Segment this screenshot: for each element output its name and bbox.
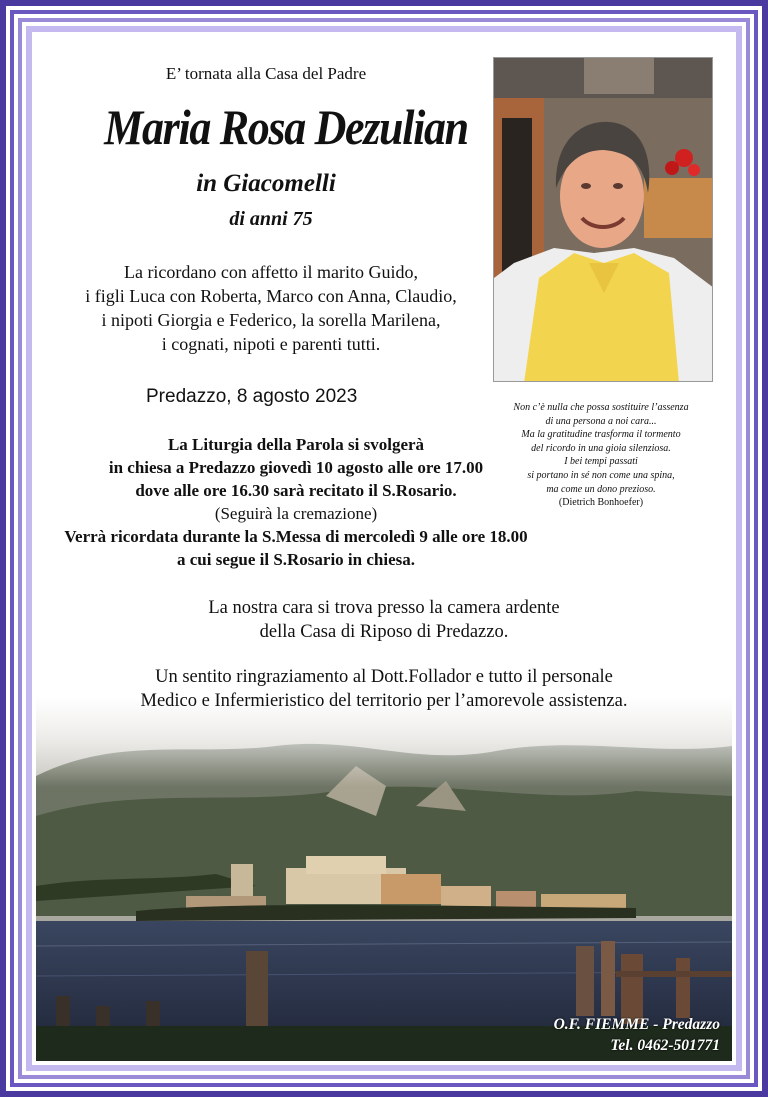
intro-line: E’ tornata alla Casa del Padre: [165, 64, 367, 83]
ceremony-line: dove alle ore 16.30 sarà recitato il S.Rosario.: [135, 481, 457, 500]
lake-landscape-image: [36, 696, 732, 1061]
family-line: i nipoti Giorgia e Federico, la sorella Marilena,: [101, 310, 441, 330]
funeral-home-info: [554, 1014, 720, 1056]
ceremony-line: in chiesa a Predazzo giovedì 10 agosto alle ore 17.00: [108, 458, 484, 477]
thanks-text: [36, 665, 732, 713]
ceremony-line: Verrà ricordata durante la S.Messa di mercoledì 9 alle ore 18.00: [64, 527, 528, 546]
portrait-image: [494, 58, 713, 382]
ceremony-line: a cui segue il S.Rosario in chiesa.: [176, 550, 415, 569]
family-line: i cognati, nipoti e parenti tutti.: [161, 334, 381, 354]
deceased-name: Maria Rosa Dezulian: [104, 99, 468, 155]
quote-author: (Dietrich Bonhoefer): [558, 497, 644, 509]
age-line: di anni 75: [229, 208, 313, 230]
married-name: in Giacomelli: [196, 170, 336, 197]
quote-line: Non c’è nulla che possa sostituire l’assenza: [513, 402, 689, 413]
obituary-notice: [36, 36, 732, 1061]
memorial-quote: [481, 401, 721, 510]
ceremony-line: La Liturgia della Parola si svolgerà: [167, 435, 425, 454]
chapel-text: [36, 596, 732, 644]
quote-line: Ma la gratitudine trasforma il tormento: [521, 429, 681, 441]
funeral-home-phone: Tel. 0462-501771: [610, 1037, 720, 1054]
quote-line: ma come un dono prezioso.: [546, 483, 656, 495]
funeral-home-name: O.F. FIEMME - Predazzo: [553, 1016, 720, 1033]
quote-line: del ricordo in una gioia silenziosa.: [531, 442, 671, 454]
quote-line: si portano in sé non come una spina,: [527, 469, 675, 481]
chapel-line: della Casa di Riposo di Predazzo.: [259, 622, 509, 642]
quote-line: di una persona a noi cara...: [545, 415, 657, 427]
ceremony-text: [36, 433, 556, 571]
family-text: [36, 260, 506, 356]
quote-line: I bei tempi passati: [564, 456, 638, 468]
portrait-photo: [493, 57, 713, 382]
thanks-line: Un sentito ringraziamento al Dott.Follador e tutto il personale: [155, 667, 613, 687]
chapel-line: La nostra cara si trova presso la camera ardente: [208, 598, 560, 618]
family-line: i figli Luca con Roberta, Marco con Anna, Claudio,: [85, 286, 457, 306]
family-line: La ricordano con affetto il marito Guido,: [123, 262, 419, 282]
ceremony-note: (Seguirà la cremazione): [214, 504, 378, 523]
place-date: Predazzo, 8 agosto 2023: [146, 386, 358, 407]
thanks-line: Medico e Infermieristico del territorio per l’amorevole assistenza.: [140, 691, 628, 711]
